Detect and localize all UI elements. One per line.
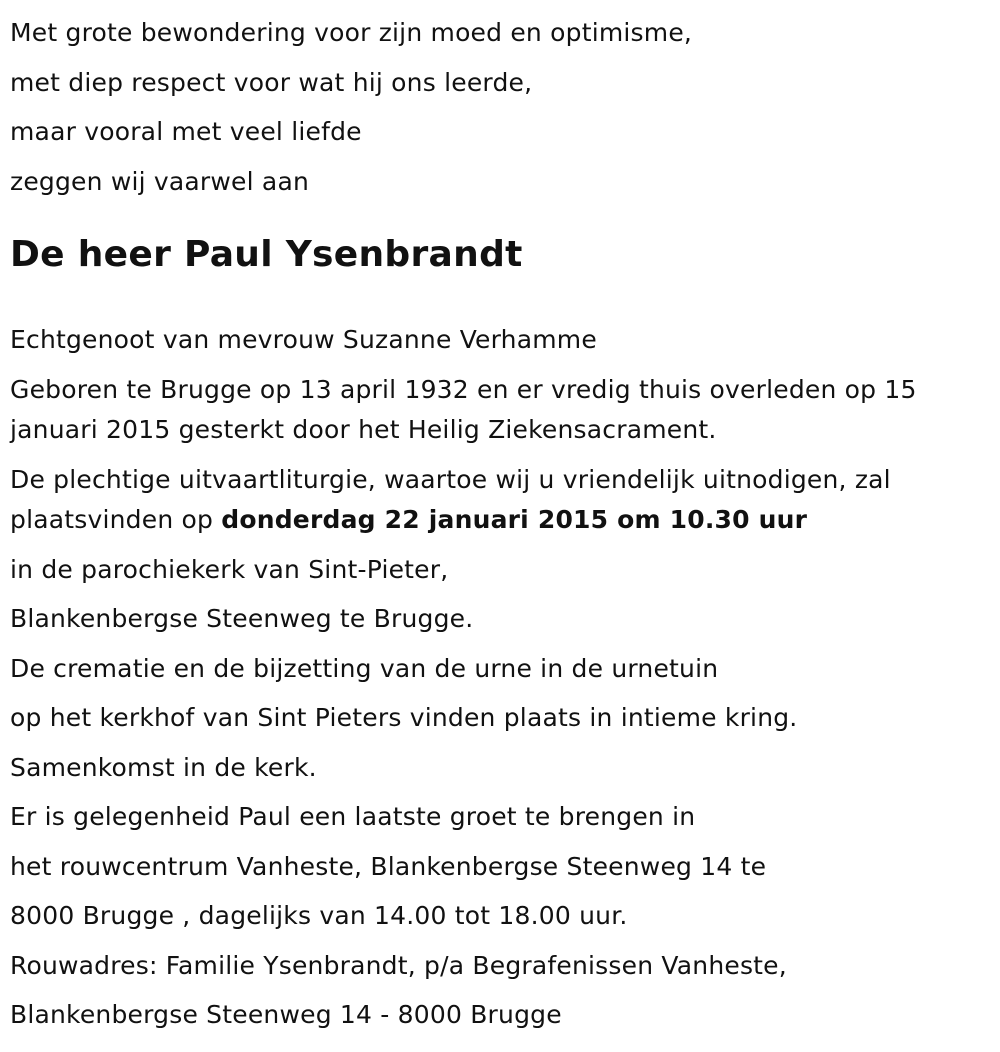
intro-line: Met grote bewondering voor zijn moed en optimisme, [10, 18, 693, 47]
viewing-line: het rouwcentrum Vanheste, Blankenbergse Steenweg 14 te [10, 851, 767, 881]
liturgy-datetime: donderdag 22 januari 2015 om 10.30 uur [221, 505, 808, 534]
viewing-line: Er is gelegenheid Paul een laatste groet te brengen in [10, 802, 696, 831]
church-address-line: Blankenbergse Steenweg te Brugge. [10, 604, 474, 633]
mourning-address-line: Blankenbergse Steenweg 14 - 8000 Brugge [10, 1000, 562, 1029]
intro-verse [10, 8, 970, 206]
viewing-line: 8000 Brugge , dagelijks van 14.00 tot 18.00 uur. [10, 901, 628, 930]
intro-line: maar vooral met veel liefde [10, 117, 362, 146]
deceased-name: De heer Paul Ysenbrandt [10, 234, 523, 275]
liturgy-intro: De plechtige uitvaartliturgie, waartoe wij u vriendelijk uitnodigen, zal plaatsvinden op [10, 464, 891, 534]
mourning-address-line: Rouwadres: Familie Ysenbrandt, p/a Begrafenissen Vanheste, [10, 950, 787, 980]
obituary-details [10, 320, 970, 1045]
cremation-line: op het kerkhof van Sint Pieters vinden plaats in intieme kring. [10, 703, 798, 732]
cremation-line: De crematie en de bijzetting van de urne in de urnetuin [10, 653, 719, 683]
intro-line: met diep respect voor wat hij ons leerde, [10, 67, 533, 97]
intro-line: zeggen wij vaarwel aan [10, 166, 310, 196]
birth-death-paragraph: Geboren te Brugge op 13 april 1932 en er vredig thuis overleden op 15 januari 2015 gesterkt door het Heilig Ziekensacrament. [10, 374, 917, 444]
spouse-line: Echtgenoot van mevrouw Suzanne Verhamme [10, 325, 597, 354]
church-line: in de parochiekerk van Sint-Pieter, [10, 554, 449, 584]
gathering-line: Samenkomst in de kerk. [10, 752, 317, 782]
liturgy-paragraph [10, 460, 970, 541]
